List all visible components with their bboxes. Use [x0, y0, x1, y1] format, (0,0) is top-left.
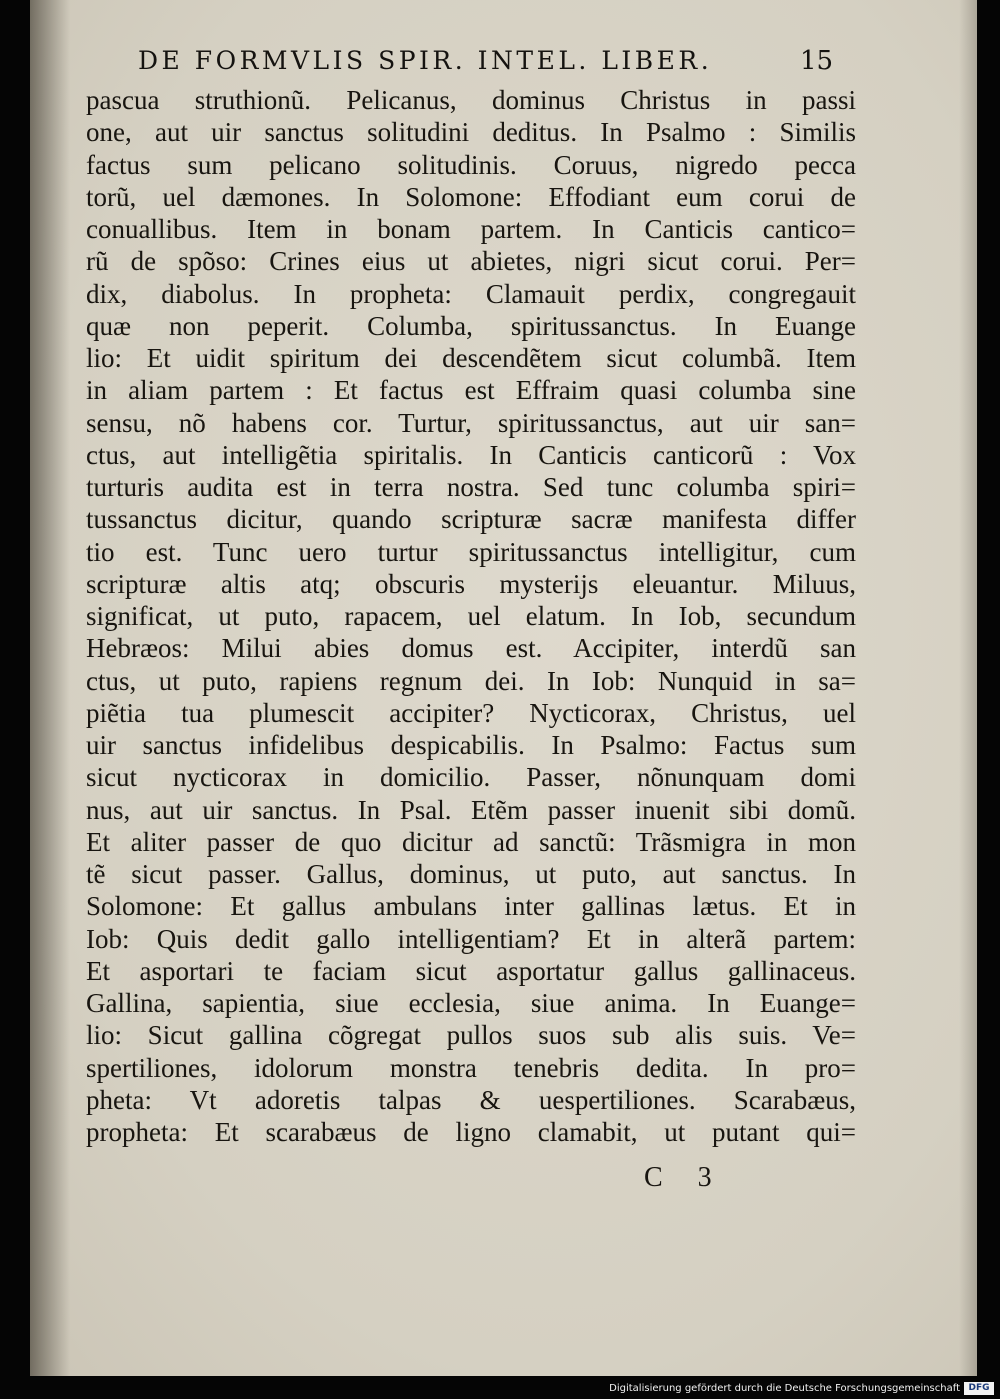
text-line: quæ non peperit. Columba, spiritussanctus. In Euange	[86, 310, 856, 341]
text-line: piẽtia tua plumescit accipiter? Nycticorax, Christus, uel	[86, 697, 856, 728]
text-line: nus, aut uir sanctus. In Psal. Etẽm passer inuenit sibi domũ.	[86, 794, 856, 825]
book-page	[30, 0, 977, 1376]
text-line: tẽ sicut passer. Gallus, dominus, ut puto, aut sanctus. In	[86, 859, 856, 889]
text-line: pheta: Vt adoretis talpas & uespertiliones. Scarabæus,	[86, 1084, 856, 1115]
text-line: Et asportari te faciam sicut asportatur gallus gallinaceus.	[86, 955, 856, 986]
running-head: DE FORMVLIS SPIR. INTEL. LIBER.	[138, 46, 713, 75]
text-line: dix, diabolus. In propheta: Clamauit perdix, congregauit	[86, 278, 856, 309]
page-number: 15	[800, 46, 834, 76]
text-line: in aliam partem : Et factus est Effraim quasi columba sine	[86, 375, 856, 406]
text-line: Iob: Quis dedit gallo intelligentiam? Et in alterã partem:	[86, 923, 856, 954]
text-line: Gallina, sapientia, siue ecclesia, siue anima. In Euange=	[86, 988, 856, 1018]
text-line: tio est. Tunc uero turtur spiritussanctus intelligitur, cum	[86, 536, 856, 567]
text-line: tussanctus dicitur, quando scripturæ sacræ manifesta differ	[86, 504, 856, 535]
text-line: Et aliter passer de quo dicitur ad sanctũ: Trãsmigra in mon	[86, 826, 856, 857]
dfg-logo: DFG	[964, 1382, 994, 1395]
text-line: factus sum pelicano solitudinis. Coruus, nigredo pecca	[86, 149, 856, 180]
text-line: significat, ut puto, rapacem, uel elatum. In Iob, secundum	[86, 601, 856, 631]
text-line: sensu, nõ habens cor. Turtur, spiritussanctus, aut uir san=	[86, 407, 856, 438]
text-line: Hebræos: Milui abies domus est. Accipiter, interdũ san	[86, 633, 856, 664]
text-line: lio: Et uidit spiritum dei descendẽtem sicut columbã. Item	[86, 343, 856, 373]
text-line: torũ, uel dæmones. In Solomone: Effodiant eum corui de	[86, 181, 856, 212]
text-line: turturis audita est in terra nostra. Sed tunc columba spiri=	[86, 472, 856, 502]
text-line: pascua struthionũ. Pelicanus, dominus Christus in passi	[86, 85, 856, 115]
text-line: conuallibus. Item in bonam partem. In Canticis cantico=	[86, 214, 856, 244]
text-line: spertiliones, idolorum monstra tenebris dedita. In pro=	[86, 1052, 856, 1083]
digitization-credit: Digitalisierung gefördert durch die Deutsche Forschungsgemeinschaft	[609, 1383, 960, 1394]
text-line: sicut nycticorax in domicilio. Passer, nõnunquam domi	[86, 762, 856, 793]
text-line: one, aut uir sanctus solitudini deditus. In Psalmo : Similis	[86, 117, 856, 148]
text-line: rũ de spõso: Crines eius ut abietes, nigri sicut corui. Per=	[86, 246, 856, 277]
text-line: Solomone: Et gallus ambulans inter gallinas lætus. Et in	[86, 891, 856, 922]
text-line: ctus, aut intelligẽtia spiritalis. In Canticis canticorũ : Vox	[86, 439, 856, 470]
text-line: uir sanctus infidelibus despicabilis. In Psalmo: Factus sum	[86, 730, 856, 760]
text-line: lio: Sicut gallina cõgregat pullos suos sub alis suis. Ve=	[86, 1020, 856, 1051]
signature-mark: C 3	[644, 1162, 726, 1193]
body-text	[86, 84, 856, 1148]
text-line: ctus, ut puto, rapiens regnum dei. In Iob: Nunquid in sa=	[86, 665, 856, 696]
text-line: propheta: Et scarabæus de ligno clamabit, ut putant qui=	[86, 1117, 856, 1147]
text-line: scripturæ altis atq; obscuris mysterijs eleuantur. Miluus,	[86, 568, 856, 599]
